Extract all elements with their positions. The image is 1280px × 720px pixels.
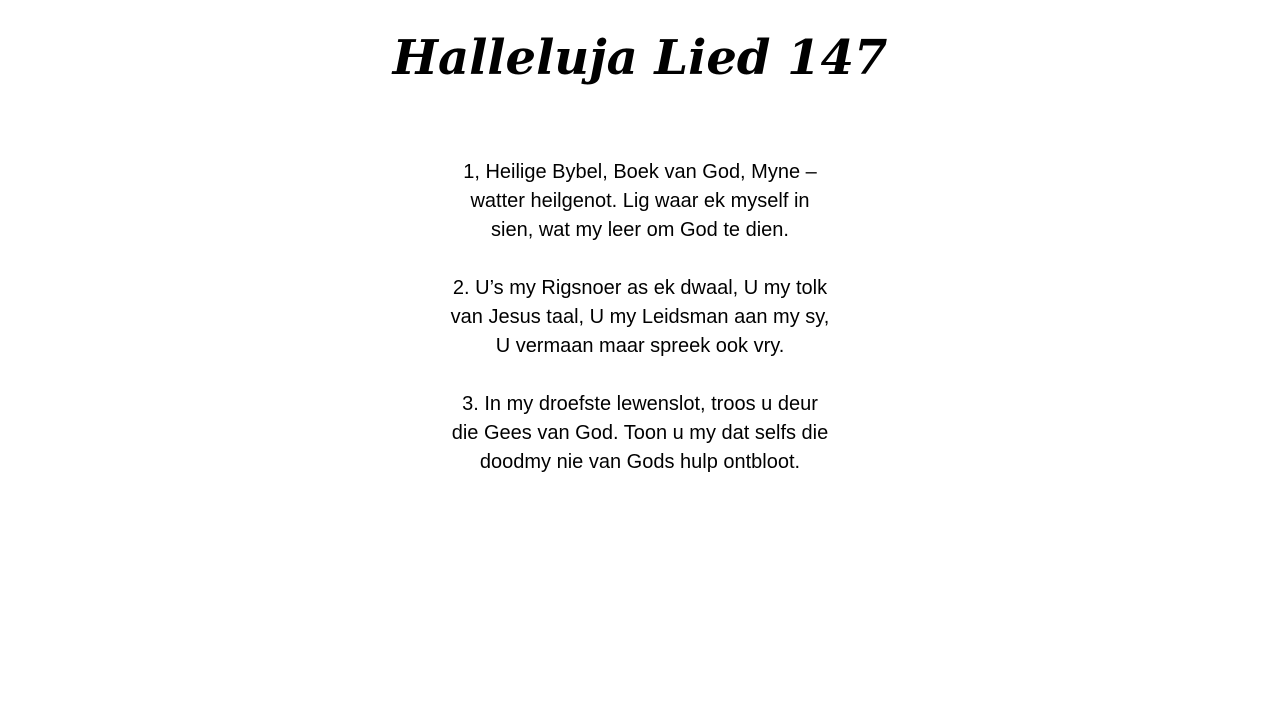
verse-line: 1, Heilige Bybel, Boek van God, Myne – [463,161,817,183]
verse-line: watter heilgenot. Lig waar ek myself in [470,190,810,212]
verse-line: sien, wat my leer om God te dien. [491,219,789,241]
verse-line: doodmy nie van Gods hulp ontbloot. [479,451,801,473]
verse-line: van Jesus taal, U my Leidsman aan my sy, [450,306,830,328]
slide-title: Halleluja Lied 147 [392,30,888,86]
lyrics-body [420,158,860,506]
verse-2 [420,274,860,361]
verse-line: die Gees van God. Toon u my dat selfs die [451,422,829,444]
verse-line: 2. U’s my Rigsnoer as ek dwaal, U my tolk [452,277,828,299]
verse-line: 3. In my droefste lewenslot, troos u deur [462,393,818,415]
verse-3 [420,390,860,477]
verse-1 [420,158,860,245]
verse-line: U vermaan maar spreek ook vry. [495,335,785,357]
